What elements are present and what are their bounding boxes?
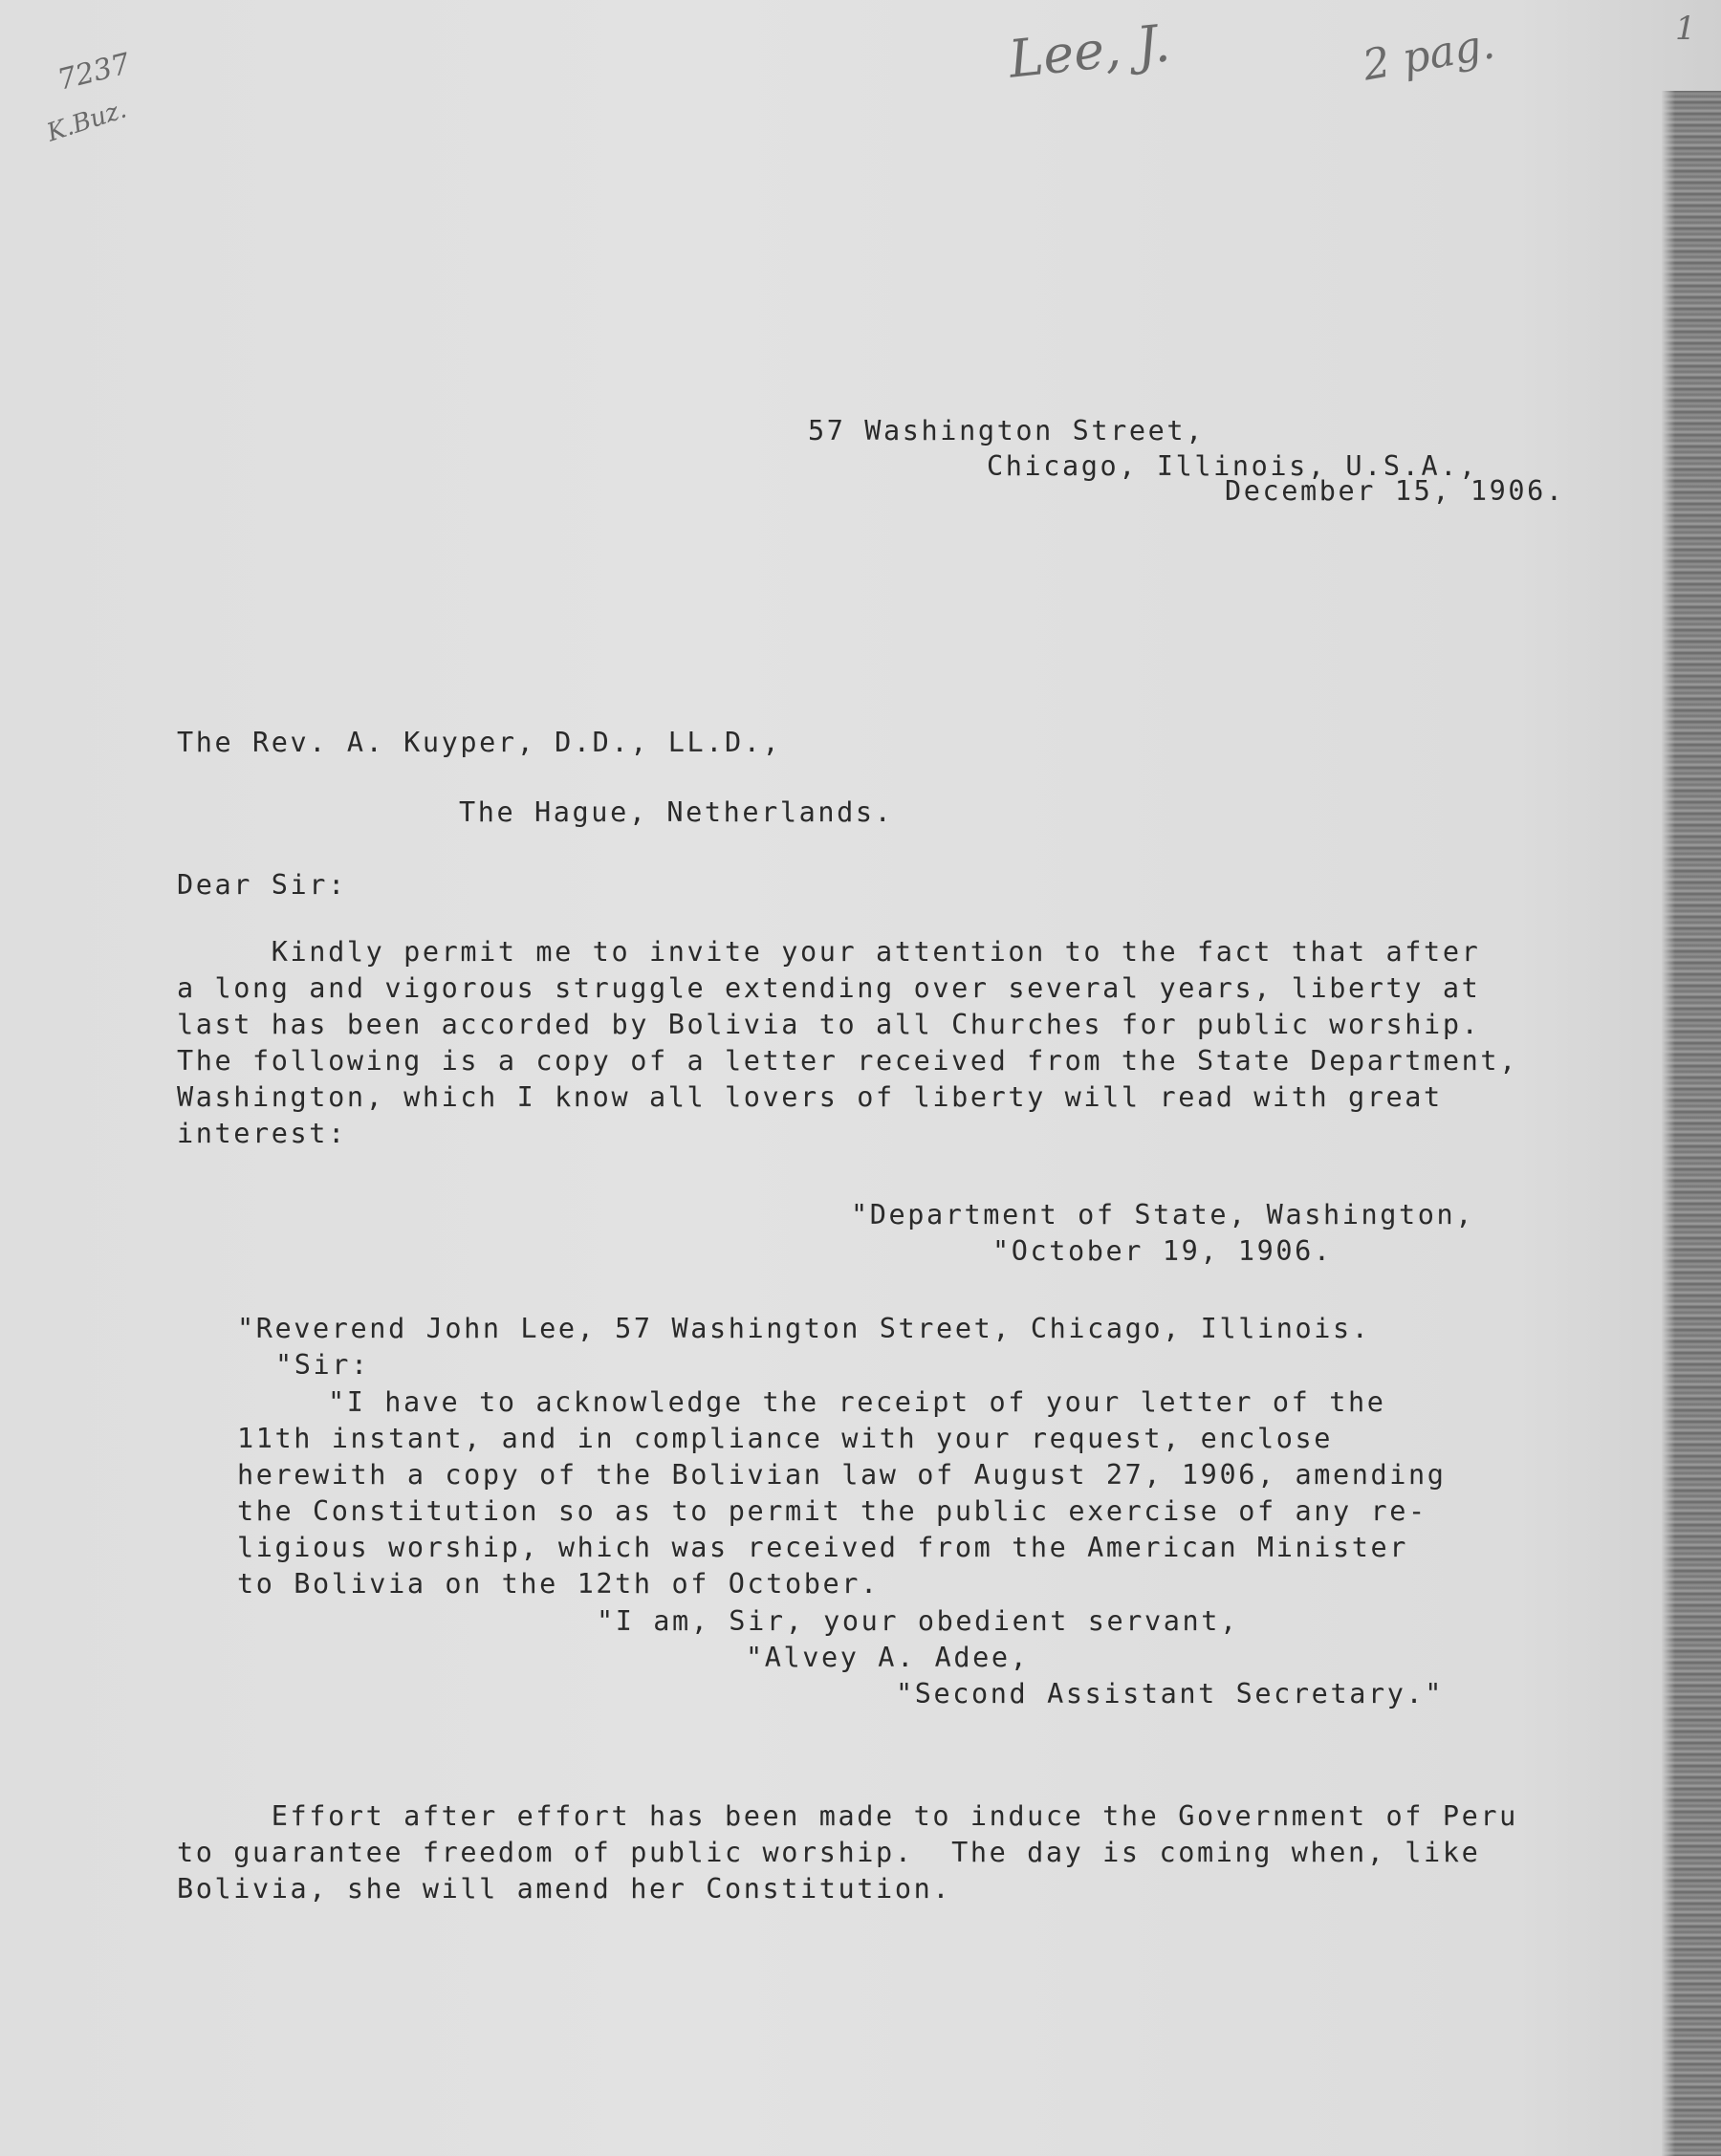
body-para2-line-2: to guarantee freedom of public worship. The day is coming when, like [177, 1837, 1481, 1868]
quoted-body-line-1: "I have to acknowledge the receipt of your letter of the [328, 1386, 1386, 1418]
quoted-heading-date: "October 19, 1906. [992, 1235, 1333, 1267]
quoted-signer: "Alvey A. Adee, [746, 1642, 1030, 1673]
archive-code-note: K.Buz. [43, 95, 131, 148]
scan-edge-shadow [1662, 91, 1721, 2156]
quoted-salutation: "Sir: [275, 1349, 370, 1381]
body-para2-line-1: Effort after effort has been made to induce the Government of Peru [177, 1800, 1518, 1832]
sender-address-line-1: 57 Washington Street, [808, 415, 1205, 446]
quoted-closing: "I am, Sir, your obedient servant, [597, 1605, 1239, 1637]
body-para1-line-2: a long and vigorous struggle extending over several years, liberty at [177, 972, 1481, 1004]
body-para1-line-5: Washington, which I know all lovers of liberty will read with great [177, 1081, 1443, 1113]
quoted-signer-title: "Second Assistant Secretary." [896, 1678, 1444, 1710]
salutation: Dear Sir: [177, 869, 347, 901]
sender-address-line-2: Chicago, Illinois, U.S.A., [987, 450, 1478, 482]
quoted-body-line-4: the Constitution so as to permit the public exercise of any re- [237, 1495, 1427, 1527]
recipient-name: The Rev. A. Kuyper, D.D., LL.D., [177, 727, 782, 758]
quoted-heading-line-1: "Department of State, Washington, [851, 1199, 1475, 1230]
author-name-note: Lee, J. [1006, 12, 1173, 90]
letter-date: December 15, 1906. [1225, 475, 1565, 507]
body-para1-line-1: Kindly permit me to invite your attention to the fact that after [177, 936, 1481, 968]
body-para2-line-3: Bolivia, she will amend her Constitution. [177, 1873, 952, 1905]
body-para1-line-4: The following is a copy of a letter received from the State Department, [177, 1045, 1518, 1077]
body-para1-line-6: interest: [177, 1118, 347, 1149]
page-number-note: 1 [1675, 10, 1696, 48]
quoted-body-line-2: 11th instant, and in compliance with your request, enclose [237, 1423, 1333, 1454]
archive-number-note: 7237 [54, 47, 134, 98]
quoted-addressee: "Reverend John Lee, 57 Washington Street, Chicago, Illinois. [237, 1313, 1371, 1344]
quoted-body-line-5: ligious worship, which was received from the American Minister [237, 1532, 1409, 1563]
body-para1-line-3: last has been accorded by Bolivia to all Churches for public worship. [177, 1009, 1481, 1040]
page-count-note: 2 pag. [1359, 19, 1498, 91]
quoted-body-line-6: to Bolivia on the 12th of October. [237, 1568, 880, 1600]
quoted-body-line-3: herewith a copy of the Bolivian law of August 27, 1906, amending [237, 1459, 1447, 1491]
recipient-location: The Hague, Netherlands. [459, 796, 894, 828]
